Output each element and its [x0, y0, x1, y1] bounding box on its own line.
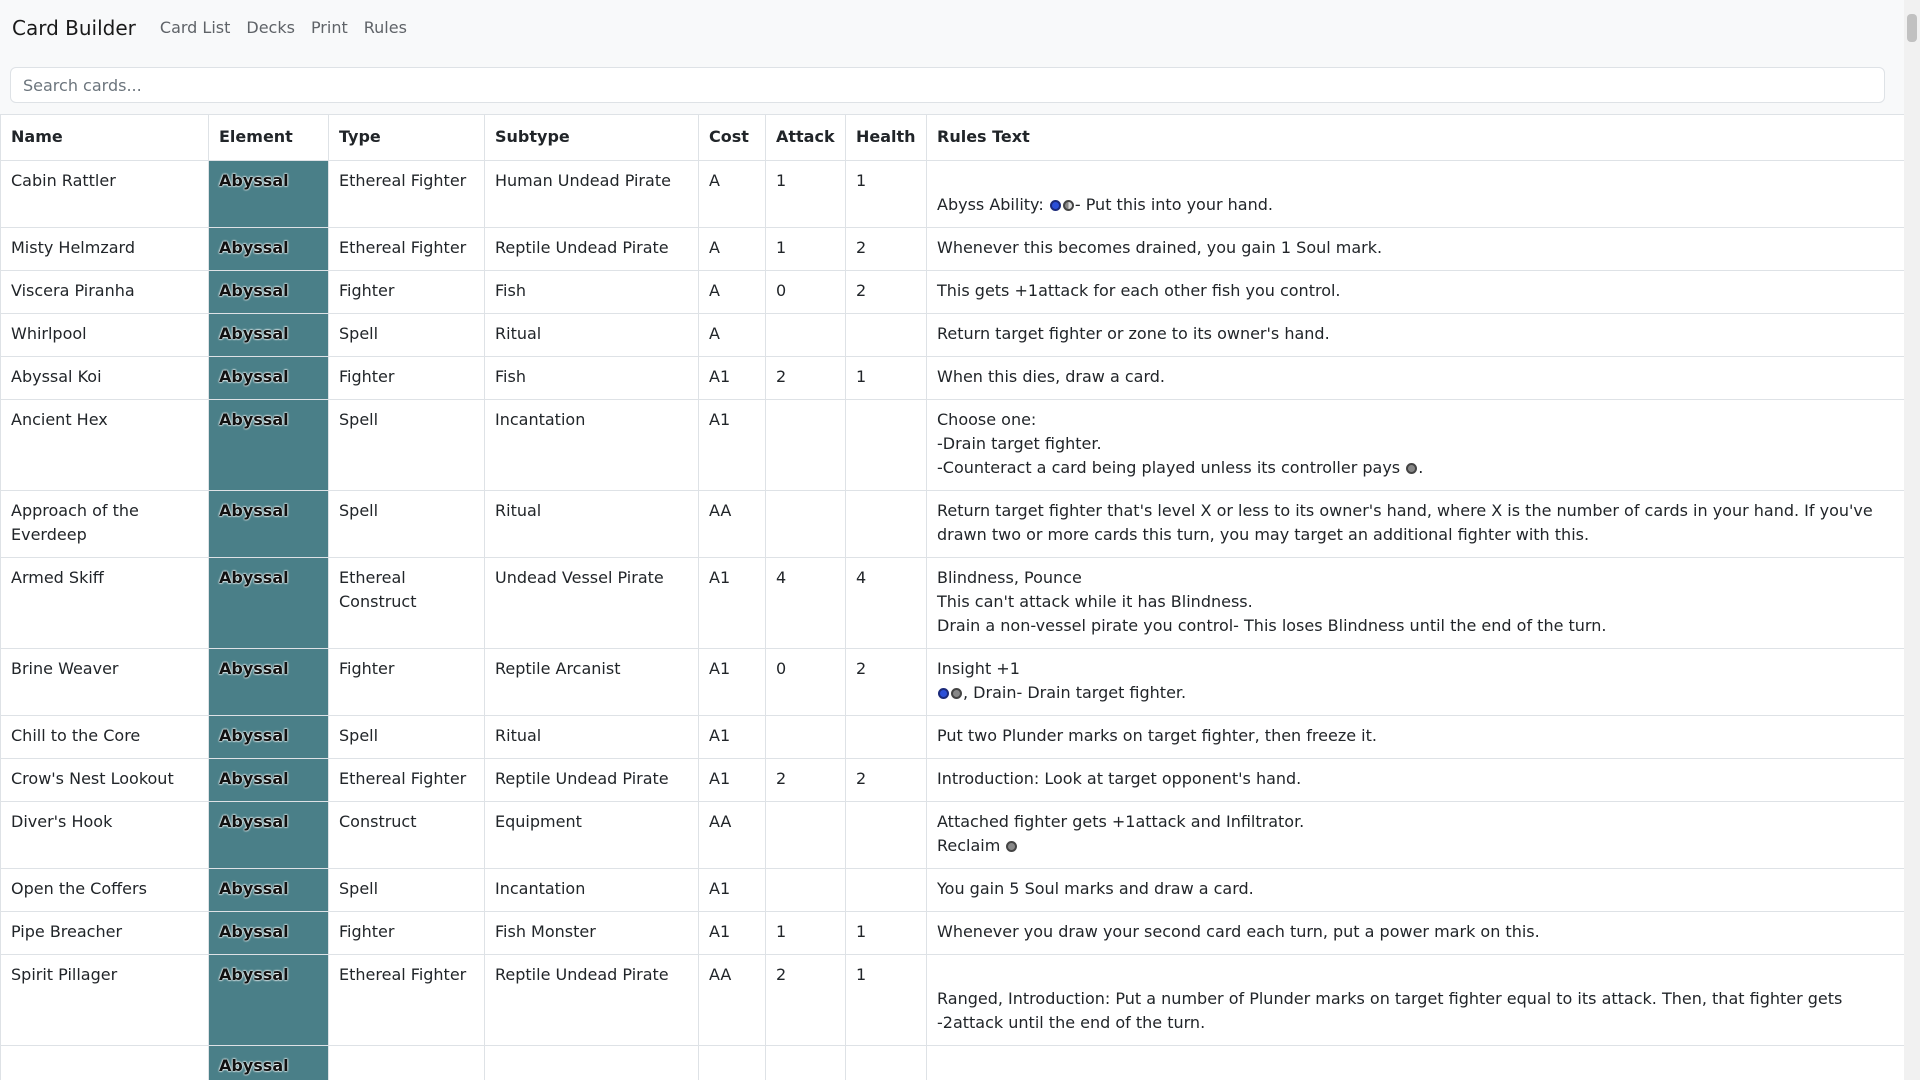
header-type[interactable]: Type — [329, 115, 485, 161]
element-cell: Abyssal — [209, 400, 329, 491]
rules-text-segment: Attached fighter gets +1attack and Infiltrator. — [937, 812, 1305, 831]
header-attack[interactable]: Attack — [766, 115, 846, 161]
health-cell: 1 — [846, 955, 927, 1046]
attack-cell: 1 — [766, 912, 846, 955]
health-cell: 2 — [846, 759, 927, 802]
card-name-cell: Whirlpool — [1, 314, 209, 357]
table-row[interactable] — [1, 357, 1905, 400]
cost-cell: A1 — [699, 912, 766, 955]
attack-cell — [766, 491, 846, 558]
rules-text-line — [937, 590, 1894, 614]
cost-cell: A — [699, 271, 766, 314]
gray-mana-icon — [951, 688, 962, 699]
type-cell: Ethereal Fighter — [329, 759, 485, 802]
type-cell: Fighter — [329, 649, 485, 716]
card-name-cell — [1, 1046, 209, 1080]
card-name-cell: Misty Helmzard — [1, 228, 209, 271]
table-row[interactable] — [1, 912, 1905, 955]
card-name-cell: Cabin Rattler — [1, 161, 209, 228]
rules-text-cell — [927, 400, 1905, 491]
card-name-cell: Crow's Nest Lookout — [1, 759, 209, 802]
header-name[interactable]: Name — [1, 115, 209, 161]
rules-text-line — [937, 365, 1894, 389]
cost-cell: AA — [699, 491, 766, 558]
cost-cell: A1 — [699, 759, 766, 802]
card-name-cell: Open the Coffers — [1, 869, 209, 912]
rules-text-cell — [927, 869, 1905, 912]
card-name-cell: Viscera Piranha — [1, 271, 209, 314]
table-header-row — [1, 115, 1905, 161]
cost-cell: A1 — [699, 400, 766, 491]
cost-cell: AA — [699, 955, 766, 1046]
cost-cell: A — [699, 228, 766, 271]
type-cell: Fighter — [329, 357, 485, 400]
element-cell: Abyssal — [209, 491, 329, 558]
blue-mana-icon — [938, 688, 949, 699]
attack-cell: 2 — [766, 357, 846, 400]
card-name-cell: Spirit Pillager — [1, 955, 209, 1046]
rules-text-cell — [927, 716, 1905, 759]
rules-text-cell — [927, 491, 1905, 558]
table-row[interactable] — [1, 1046, 1905, 1080]
element-cell: Abyssal — [209, 314, 329, 357]
rules-text-line — [937, 877, 1894, 901]
header-subtype[interactable]: Subtype — [485, 115, 699, 161]
table-row[interactable] — [1, 802, 1905, 869]
rules-text-cell — [927, 558, 1905, 649]
table-row[interactable] — [1, 271, 1905, 314]
element-cell: Abyssal — [209, 869, 329, 912]
cost-cell: A1 — [699, 869, 766, 912]
element-cell: Abyssal — [209, 558, 329, 649]
health-cell: 2 — [846, 228, 927, 271]
rules-text-segment: . — [1418, 458, 1424, 477]
table-row[interactable] — [1, 228, 1905, 271]
type-cell: Ethereal Construct — [329, 558, 485, 649]
rules-text-line — [937, 236, 1894, 260]
table-row[interactable] — [1, 314, 1905, 357]
rules-text-line — [937, 657, 1894, 681]
navbar — [0, 0, 1920, 55]
element-cell: Abyssal — [209, 759, 329, 802]
rules-text-segment: Return target fighter that's level X or less to its owner's hand, where X is the number of cards in your hand. If you've drawn two or more cards this turn, you may target an additional fighter with this. — [937, 501, 1873, 544]
element-cell: Abyssal — [209, 649, 329, 716]
brand-title[interactable]: Card Builder — [12, 15, 136, 40]
rules-text-segment: Ranged, Introduction: Put a number of Plunder marks on target fighter equal to its attack. Then, that fighter gets -2attack until the end of the turn. — [937, 989, 1843, 1032]
type-cell: Spell — [329, 869, 485, 912]
health-cell: 1 — [846, 357, 927, 400]
rules-text-segment: When this dies, draw a card. — [937, 367, 1166, 386]
table-row[interactable] — [1, 759, 1905, 802]
attack-cell — [766, 1046, 846, 1080]
attack-cell: 4 — [766, 558, 846, 649]
rules-text-segment: Choose one: — [937, 410, 1037, 429]
type-cell: Ethereal Fighter — [329, 955, 485, 1046]
subtype-cell: Human Undead Pirate — [485, 161, 699, 228]
attack-cell — [766, 716, 846, 759]
element-cell: Abyssal — [209, 802, 329, 869]
table-row[interactable] — [1, 955, 1905, 1046]
card-name-cell: Chill to the Core — [1, 716, 209, 759]
rules-text-cell — [927, 161, 1905, 228]
rules-text-segment: This gets +1attack for each other fish you control. — [937, 281, 1341, 300]
table-row[interactable] — [1, 716, 1905, 759]
rules-text-line — [937, 987, 1894, 1035]
type-cell: Spell — [329, 314, 485, 357]
rules-text-segment: Insight +1 — [937, 659, 1020, 678]
subtype-cell: Fish Monster — [485, 912, 699, 955]
rules-text-line — [937, 681, 1894, 705]
rules-text-segment: -Counteract a card being played unless its controller pays — [937, 458, 1406, 477]
rules-text-segment: Put two Plunder marks on target fighter, then freeze it. — [937, 726, 1377, 745]
subtype-cell: Incantation — [485, 400, 699, 491]
rules-text-cell — [927, 357, 1905, 400]
rules-text-line — [937, 963, 1894, 987]
type-cell: Ethereal Fighter — [329, 228, 485, 271]
attack-cell: 2 — [766, 955, 846, 1046]
rules-text-cell — [927, 314, 1905, 357]
nav-link-rules[interactable]: Rules — [363, 18, 407, 37]
attack-cell: 1 — [766, 228, 846, 271]
rules-text-segment: - Put this into your hand. — [1074, 195, 1273, 214]
type-cell: Construct — [329, 802, 485, 869]
rules-text-segment: Whenever this becomes drained, you gain 1 Soul mark. — [937, 238, 1383, 257]
health-cell — [846, 1046, 927, 1080]
page-scrollbar[interactable] — [1904, 0, 1920, 1080]
rules-text-line — [937, 724, 1894, 748]
attack-cell: 2 — [766, 759, 846, 802]
element-cell: Abyssal — [209, 161, 329, 228]
subtype-cell: Ritual — [485, 314, 699, 357]
rules-text-cell — [927, 271, 1905, 314]
card-name-cell: Armed Skiff — [1, 558, 209, 649]
gray-mana-icon — [1406, 463, 1417, 474]
cost-cell: A1 — [699, 649, 766, 716]
attack-cell — [766, 869, 846, 912]
type-cell: Spell — [329, 491, 485, 558]
health-cell — [846, 491, 927, 558]
blue-mana-icon — [1050, 200, 1061, 211]
rules-text-line — [937, 1054, 1894, 1078]
card-name-cell: Ancient Hex — [1, 400, 209, 491]
header-element[interactable]: Element — [209, 115, 329, 161]
subtype-cell: Undead Vessel Pirate — [485, 558, 699, 649]
subtype-cell: Fish — [485, 357, 699, 400]
subtype-cell: Reptile Arcanist — [485, 649, 699, 716]
cost-cell: AA — [699, 802, 766, 869]
subtype-cell: Reptile Undead Pirate — [485, 759, 699, 802]
rules-text-segment: -Drain target fighter. — [937, 434, 1102, 453]
scrollbar-thumb[interactable] — [1907, 14, 1917, 42]
type-cell: Spell — [329, 400, 485, 491]
type-cell: Spell — [329, 716, 485, 759]
rules-text-segment: , Drain- Drain target fighter. — [963, 683, 1187, 702]
rules-text-line — [937, 408, 1894, 432]
rules-text-segment: Introduction: Look at target opponent's hand. — [937, 769, 1302, 788]
rules-text-segment: You gain 5 Soul marks and draw a card. — [937, 879, 1254, 898]
rules-text-segment: Abyss Ability: — [937, 195, 1049, 214]
element-cell: Abyssal — [209, 716, 329, 759]
rules-text-line — [937, 834, 1894, 858]
search-input[interactable] — [10, 67, 1885, 103]
rules-text-cell — [927, 912, 1905, 955]
attack-cell: 1 — [766, 161, 846, 228]
attack-cell — [766, 314, 846, 357]
nav-link-print[interactable]: Print — [310, 18, 348, 37]
rules-text-segment: Reclaim — [937, 836, 1006, 855]
cost-cell: A — [699, 314, 766, 357]
type-cell: Fighter — [329, 912, 485, 955]
search-bar — [0, 55, 1895, 115]
subtype-cell: Equipment — [485, 802, 699, 869]
rules-text-line — [937, 322, 1894, 346]
rules-text-line — [937, 810, 1894, 834]
element-cell: Abyssal — [209, 271, 329, 314]
type-cell — [329, 1046, 485, 1080]
cost-cell: A1 — [699, 716, 766, 759]
health-cell — [846, 802, 927, 869]
card-table — [0, 114, 1904, 1080]
subtype-cell: Reptile Undead Pirate — [485, 228, 699, 271]
element-cell: Abyssal — [209, 955, 329, 1046]
health-cell: 1 — [846, 912, 927, 955]
rules-text-line — [937, 566, 1894, 590]
cost-cell — [699, 1046, 766, 1080]
health-cell: 4 — [846, 558, 927, 649]
nav-link-decks[interactable]: Decks — [246, 18, 295, 37]
type-cell: Fighter — [329, 271, 485, 314]
half-mana-icon — [1063, 200, 1074, 211]
rules-text-cell — [927, 649, 1905, 716]
rules-text-line — [937, 499, 1894, 547]
element-cell: Abyssal — [209, 357, 329, 400]
rules-text-line — [937, 614, 1894, 638]
card-name-cell: Pipe Breacher — [1, 912, 209, 955]
rules-text-cell — [927, 802, 1905, 869]
table-row[interactable] — [1, 400, 1905, 491]
table-row[interactable] — [1, 491, 1905, 558]
health-cell — [846, 400, 927, 491]
element-cell: Abyssal — [209, 1046, 329, 1080]
header-health[interactable]: Health — [846, 115, 927, 161]
rules-text-cell — [927, 1046, 1905, 1080]
rules-text-segment: Drain a non-vessel pirate you control- This loses Blindness until the end of the turn. — [937, 616, 1607, 635]
health-cell — [846, 869, 927, 912]
attack-cell — [766, 400, 846, 491]
card-name-cell: Abyssal Koi — [1, 357, 209, 400]
health-cell: 1 — [846, 161, 927, 228]
rules-text-line — [937, 169, 1894, 193]
card-table-container — [0, 114, 1904, 1080]
rules-text-segment: This can't attack while it has Blindness. — [937, 592, 1253, 611]
card-name-cell: Brine Weaver — [1, 649, 209, 716]
card-name-cell: Diver's Hook — [1, 802, 209, 869]
subtype-cell: Fish — [485, 271, 699, 314]
cost-cell: A1 — [699, 558, 766, 649]
rules-text-line — [937, 767, 1894, 791]
rules-text-cell — [927, 955, 1905, 1046]
table-row[interactable] — [1, 161, 1905, 228]
health-cell: 2 — [846, 271, 927, 314]
table-row[interactable] — [1, 558, 1905, 649]
rules-text-cell — [927, 759, 1905, 802]
rules-text-line — [937, 193, 1894, 217]
table-row[interactable] — [1, 869, 1905, 912]
subtype-cell: Reptile Undead Pirate — [485, 955, 699, 1046]
cost-cell: A1 — [699, 357, 766, 400]
cost-cell: A — [699, 161, 766, 228]
attack-cell: 0 — [766, 271, 846, 314]
gray-mana-icon — [1006, 841, 1017, 852]
subtype-cell — [485, 1046, 699, 1080]
health-cell — [846, 314, 927, 357]
element-cell: Abyssal — [209, 228, 329, 271]
table-row[interactable] — [1, 649, 1905, 716]
card-table-body — [1, 161, 1905, 1080]
rules-text-segment: Whenever you draw your second card each turn, put a power mark on this. — [937, 922, 1540, 941]
nav-link-card-list[interactable]: Card List — [159, 18, 231, 37]
health-cell: 2 — [846, 649, 927, 716]
health-cell — [846, 716, 927, 759]
rules-text-line — [937, 432, 1894, 456]
header-cost[interactable]: Cost — [699, 115, 766, 161]
rules-text-line — [937, 456, 1894, 480]
header-rules-text[interactable]: Rules Text — [927, 115, 1905, 161]
rules-text-line — [937, 279, 1894, 303]
rules-text-segment: Blindness, Pounce — [937, 568, 1082, 587]
subtype-cell: Ritual — [485, 491, 699, 558]
rules-text-segment: Return target fighter or zone to its owner's hand. — [937, 324, 1330, 343]
subtype-cell: Incantation — [485, 869, 699, 912]
card-name-cell: Approach of the Everdeep — [1, 491, 209, 558]
subtype-cell: Ritual — [485, 716, 699, 759]
attack-cell: 0 — [766, 649, 846, 716]
attack-cell — [766, 802, 846, 869]
type-cell: Ethereal Fighter — [329, 161, 485, 228]
rules-text-line — [937, 920, 1894, 944]
rules-text-cell — [927, 228, 1905, 271]
element-cell: Abyssal — [209, 912, 329, 955]
